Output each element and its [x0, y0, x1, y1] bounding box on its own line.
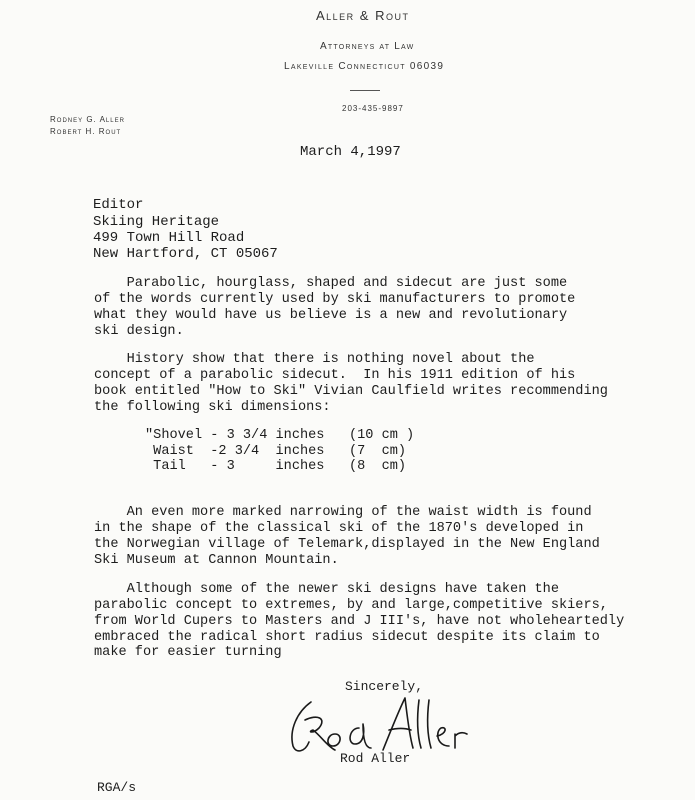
paragraph4-line: embraced the radical short radius sidecut despite its claim to	[94, 630, 600, 645]
recipient-line-2: Skiing Heritage	[93, 214, 220, 230]
typist-initials: RGA/s	[97, 780, 137, 795]
handwritten-signature	[283, 690, 473, 760]
partner-name-1: Rodney G. Aller	[50, 115, 125, 124]
paragraph2-line: book entitled "How to Ski" Vivian Caulfield writes recommending	[94, 384, 608, 399]
firm-name: Aller & Rout	[316, 8, 410, 23]
recipient-line-3: 499 Town Hill Road	[93, 230, 245, 246]
paragraph4-line: Although some of the newer ski designs have taken the	[94, 582, 559, 597]
firm-phone: 203-435-9897	[342, 104, 404, 113]
paragraph3-line: An even more marked narrowing of the waist width is found	[94, 505, 592, 520]
paragraph1-line: Parabolic, hourglass, shaped and sidecut are just some	[94, 276, 568, 291]
paragraph4-line: make for easier turning	[94, 645, 282, 660]
paragraph3-line: Ski Museum at Cannon Mountain.	[94, 553, 339, 568]
paragraph3-line: the Norwegian village of Telemark,displayed in the New England	[94, 537, 600, 552]
dimension-row-tail: Tail - 3 inches (8 cm)	[145, 459, 407, 474]
recipient-line-4: New Hartford, CT 05067	[93, 246, 278, 262]
paragraph2-line: History show that there is nothing novel about the	[94, 352, 535, 367]
letterhead-divider	[350, 90, 380, 91]
letter-date: March 4,1997	[300, 144, 401, 160]
typed-signer-name: Rod Aller	[340, 751, 411, 766]
paragraph4-line: parabolic concept to extremes, by and large,competitive skiers,	[94, 598, 608, 613]
paragraph1-line: of the words currently used by ski manufacturers to promote	[94, 292, 576, 307]
paragraph3-line: in the shape of the classical ski of the 1870's developed in	[94, 521, 584, 536]
dimension-row-waist: Waist -2 3/4 inches (7 cm)	[145, 444, 407, 459]
dimension-row-shovel: "Shovel - 3 3/4 inches (10 cm )	[145, 428, 415, 443]
paragraph1-line: what they would have us believe is a new and revolutionary	[94, 308, 568, 323]
firm-profession: Attorneys at Law	[320, 41, 415, 52]
paragraph2-line: the following ski dimensions:	[94, 400, 331, 415]
paragraph4-line: from World Cupers to Masters and J III's, have not wholeheartedly	[94, 614, 625, 629]
recipient-line-1: Editor	[93, 197, 144, 213]
partner-name-2: Robert H. Rout	[50, 127, 122, 136]
paragraph1-line: ski design.	[94, 324, 184, 339]
paragraph2-line: concept of a parabolic sidecut. In his 1911 edition of his	[94, 368, 576, 383]
firm-address: Lakeville Connecticut 06039	[284, 61, 445, 72]
closing: Sincerely,	[345, 679, 424, 694]
